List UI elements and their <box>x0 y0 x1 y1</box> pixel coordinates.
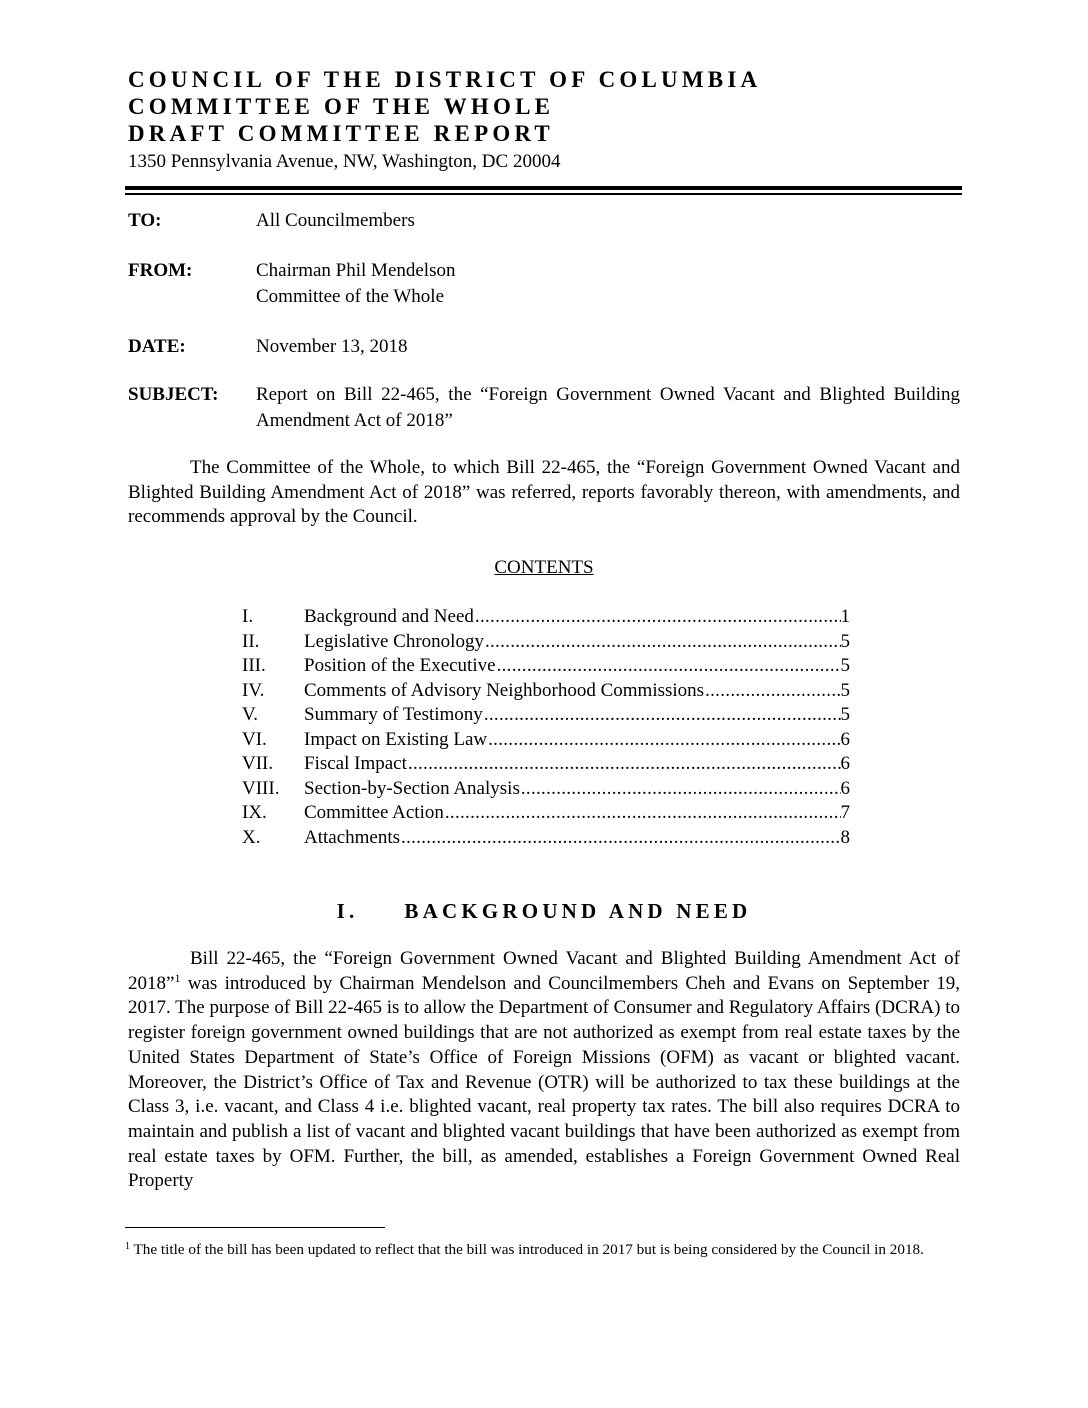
toc-entry <box>242 728 850 753</box>
toc-title: Position of the Executive <box>304 655 496 676</box>
toc-number: II. <box>242 630 260 652</box>
toc-title: Comments of Advisory Neighborhood Commissions <box>304 679 705 701</box>
toc-page-number: 6 <box>840 777 850 799</box>
toc-title: Section-by-Section Analysis <box>304 777 520 799</box>
footnote <box>125 1240 960 1259</box>
toc-leader <box>497 654 841 679</box>
toc-page-number: 5 <box>840 704 850 725</box>
section-body-paragraph <box>128 947 960 1194</box>
memo-from-value-1: Chairman Phil Mendelson <box>256 260 456 281</box>
toc-leader <box>484 703 841 728</box>
toc-entry <box>242 679 850 704</box>
toc-leader <box>521 777 841 802</box>
memo-subject-value: Report on Bill 22-465, the “Foreign Government Owned Vacant and Blighted Building Amendment Act of 2018” <box>256 384 960 431</box>
toc-page-number: 6 <box>840 753 850 774</box>
toc-page-number: 6 <box>840 728 850 750</box>
memo-to-value: All Councilmembers <box>256 210 415 231</box>
toc-number: V. <box>242 704 259 725</box>
toc-page-number: 1 <box>840 606 850 627</box>
toc-number: III. <box>242 655 266 676</box>
memo-from-value-2: Committee of the Whole <box>256 286 445 307</box>
toc-leader <box>445 801 841 826</box>
toc-leader <box>488 728 840 753</box>
toc-leader <box>485 630 841 655</box>
toc-entry <box>242 752 850 777</box>
table-of-contents <box>242 605 850 850</box>
toc-title: Fiscal Impact <box>304 753 407 774</box>
footnote-separator <box>125 1227 385 1228</box>
toc-page-number: 5 <box>840 630 850 652</box>
toc-number: X. <box>242 826 261 848</box>
section-number: I. <box>336 899 359 923</box>
toc-entry <box>242 826 850 851</box>
memo-from-label: FROM: <box>128 260 193 281</box>
toc-number: IV. <box>242 679 265 701</box>
toc-entry <box>242 777 850 802</box>
toc-number: VI. <box>242 728 267 750</box>
toc-leader <box>408 752 841 777</box>
toc-number: VIII. <box>242 777 280 799</box>
toc-number: IX. <box>242 802 267 823</box>
toc-page-number: 8 <box>840 826 850 848</box>
contents-heading-text: CONTENTS <box>494 557 594 578</box>
section-body-start: Bill 22-465, the “Foreign Government Owned Vacant and Blighted Building Amendment Act of 2018” <box>128 948 960 994</box>
toc-leader <box>401 826 840 851</box>
toc-title: Attachments <box>304 826 401 848</box>
section-heading <box>0 899 1088 924</box>
header-committee-name: COMMITTEE OF THE WHOLE <box>128 94 555 119</box>
header-address: 1350 Pennsylvania Avenue, NW, Washington, DC 20004 <box>128 151 561 172</box>
toc-entry <box>242 630 850 655</box>
toc-page-number: 5 <box>840 679 850 701</box>
section-body-rest: was introduced by Chairman Mendelson and Councilmembers Cheh and Evans on September 19, 2017. The purpose of Bill 22-465 is to allow the Department of Consumer and Regulatory Affairs (DCRA) to register foreign government owned buildings that are not authorized as exempt from real estate taxes by the United States Department of State’s Office of Foreign Missions (OFM) as vacant or blighted vacant. Moreover, the District’s Office of Tax and Revenue (OTR) will be authorized to tax these buildings at the Class 3, i.e. vacant, and Class 4 i.e. blighted vacant, real property tax rates. The bill also requires DCRA to maintain and publish a list of vacant and blighted vacant buildings that have been authorized as exempt from real estate taxes by OFM. Further, the bill, as amended, establishes a Foreign Government Owned Real Property <box>128 972 961 1192</box>
memo-to-label: TO: <box>128 210 162 231</box>
header-council-name: COUNCIL OF THE DISTRICT OF COLUMBIA <box>128 67 762 92</box>
toc-title: Impact on Existing Law <box>304 728 488 750</box>
footnote-text: The title of the bill has been updated to reflect that the bill was introduced in 2017 but is being considered by the Council in 2018. <box>130 1241 924 1258</box>
toc-title: Background and Need <box>304 606 474 627</box>
memo-subject-label: SUBJECT: <box>128 384 219 405</box>
toc-entry <box>242 801 850 826</box>
toc-entry <box>242 605 850 630</box>
section-title: BACKGROUND AND NEED <box>404 899 752 923</box>
toc-title: Committee Action <box>304 802 444 823</box>
toc-title: Summary of Testimony <box>304 704 483 725</box>
memo-date-label: DATE: <box>128 336 186 357</box>
header-report-type: DRAFT COMMITTEE REPORT <box>128 121 554 146</box>
toc-entry <box>242 654 850 679</box>
toc-leader <box>705 679 840 704</box>
toc-leader <box>475 605 841 630</box>
footnote-marker: 1 <box>125 1241 130 1252</box>
contents-heading <box>0 557 1088 579</box>
intro-paragraph: The Committee of the Whole, to which Bill 22-465, the “Foreign Government Owned Vacant and Blighted Building Amendment Act of 2018” was referred, reports favorably thereon, with amendments, and recommends approval by the Council. <box>128 457 960 528</box>
header-rule-thin <box>125 193 962 195</box>
toc-page-number: 7 <box>840 802 850 823</box>
toc-title: Legislative Chronology <box>304 630 484 652</box>
toc-number: I. <box>242 606 254 627</box>
toc-number: VII. <box>242 753 274 774</box>
header-rule-thick <box>125 186 962 190</box>
memo-date-value: November 13, 2018 <box>256 336 408 357</box>
toc-page-number: 5 <box>840 655 850 676</box>
toc-entry <box>242 703 850 728</box>
footnote-reference[interactable]: 1 <box>174 970 181 985</box>
